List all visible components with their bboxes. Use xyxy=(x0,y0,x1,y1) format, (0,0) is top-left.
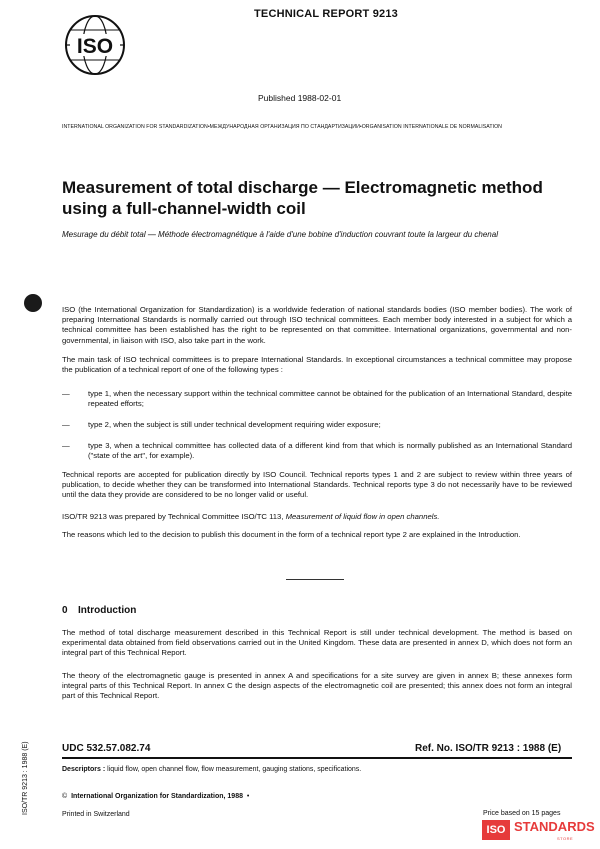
list-item-text: type 1, when the necessary support within the technical committee cannot be obtained for the publication of an International Standard, despite repeated efforts; xyxy=(88,389,572,409)
watermark-standards-text: STANDARDS xyxy=(514,819,595,834)
copyright-symbol: © xyxy=(62,793,68,800)
foreword-paragraph-5: The reasons which led to the decision to publish this document in the form of a technical report type 2 are explained in the Introduction. xyxy=(62,530,521,539)
document-title: Measurement of total discharge — Electromagnetic method using a full-channel-width coil xyxy=(62,178,543,218)
committee-text: ISO/TR 9213 was prepared by Technical Committee ISO/TC 113, xyxy=(62,512,286,521)
side-reference-label: ISO/TR 9213 : 1988 (E) xyxy=(22,741,29,815)
foreword-paragraph-2: The main task of ISO technical committees is to prepare International Standards. In exceptional circumstances a technical committee may propose the publication of a technical report of one of the following types : xyxy=(62,355,572,375)
copyright-text: International Organization for Standardization, 1988 xyxy=(71,793,243,800)
reference-number: Ref. No. ISO/TR 9213 : 1988 (E) xyxy=(415,743,562,754)
copyright-line xyxy=(62,793,249,800)
bullet-dot-decoration xyxy=(24,294,42,312)
printed-in: Printed in Switzerland xyxy=(62,811,130,818)
introduction-paragraph-2: The theory of the electromagnetic gauge is presented in annex A and specifications for a site survey are given in annex B; these annexes form integral parts of this Technical Report. In annex C the design aspects of the electromagnetic coil are presented; this annex does not form an integral part of this Technical Report. xyxy=(62,671,572,701)
list-dash: — xyxy=(62,441,70,450)
foreword-paragraph-3: Technical reports are accepted for publication directly by ISO Council. Technical reports types 1 and 2 are subject to review within three years of publication, to decide whether they can be transformed into International Standards. Technical reports type 3 do not necessarily have to be reviewed until the data they provide are considered to be no longer valid or useful. xyxy=(62,470,572,500)
document-subtitle-french: Mesurage du débit total — Méthode électromagnétique à l'aide d'une bobine d'induction couvrant toute la largeur du chenal xyxy=(62,230,498,239)
watermark-iso-badge: ISO xyxy=(482,820,510,840)
watermark-store-text: STORE xyxy=(557,836,574,841)
udc-number: UDC 532.57.082.74 xyxy=(62,743,151,754)
descriptors-label: Descriptors : xyxy=(62,766,106,773)
list-dash: — xyxy=(62,389,70,398)
published-date: Published 1988-02-01 xyxy=(258,93,342,103)
section-divider xyxy=(286,579,344,580)
introduction-paragraph-1: The method of total discharge measurement described in this Technical Report is still under technical development. The method is based on experimental data obtained from field observations carried out in the United Kingdom. These data are presented in annex D, which does not form an integral part of this Technical Report. xyxy=(62,628,572,658)
organization-line: INTERNATIONAL ORGANIZATION FOR STANDARDIZATION•МЕЖДУНАРОДНАЯ ОРГАНИЗАЦИЯ ПО СТАНДАРТИЗАЦИИ•ORGANISATION INTERNATIONALE DE NORMALISATION xyxy=(62,124,502,130)
committee-title: Measurement of liquid flow in open channels. xyxy=(285,512,440,521)
iso-logo xyxy=(64,14,126,76)
foreword-paragraph-1: ISO (the International Organization for Standardization) is a worldwide federation of national standards bodies (ISO member bodies). The work of preparing International Standards is normally carried out through ISO technical committees. Each member body interested in a subject for which a technical committee has been established has the right to be represented on that committee. International organizations, governmental and non-governmental, in liaison with ISO, also take part in the work. xyxy=(62,305,572,345)
copyright-bullet: • xyxy=(246,793,250,800)
price-note: Price based on 15 pages xyxy=(483,810,561,817)
report-title: TECHNICAL REPORT 9213 xyxy=(254,8,398,20)
section-number: 0 xyxy=(62,605,68,616)
logo-text: ISO xyxy=(76,35,114,58)
list-item-text: type 3, when a technical committee has collected data of a different kind from that which is normally published as an International Standard ("state of the art", for example). xyxy=(88,441,572,461)
foreword-paragraph-4 xyxy=(62,512,572,522)
section-title: Introduction xyxy=(78,605,137,616)
footer-rule xyxy=(62,757,572,759)
descriptors-line xyxy=(62,766,361,773)
introduction-heading xyxy=(62,605,136,616)
iso-standards-store-watermark xyxy=(482,818,595,844)
list-dash: — xyxy=(62,420,70,429)
list-item-text: type 2, when the subject is still under technical development requiring wider exposure; xyxy=(88,420,381,429)
descriptors-text: liquid flow, open channel flow, flow measurement, gauging stations, specifications. xyxy=(107,766,362,773)
